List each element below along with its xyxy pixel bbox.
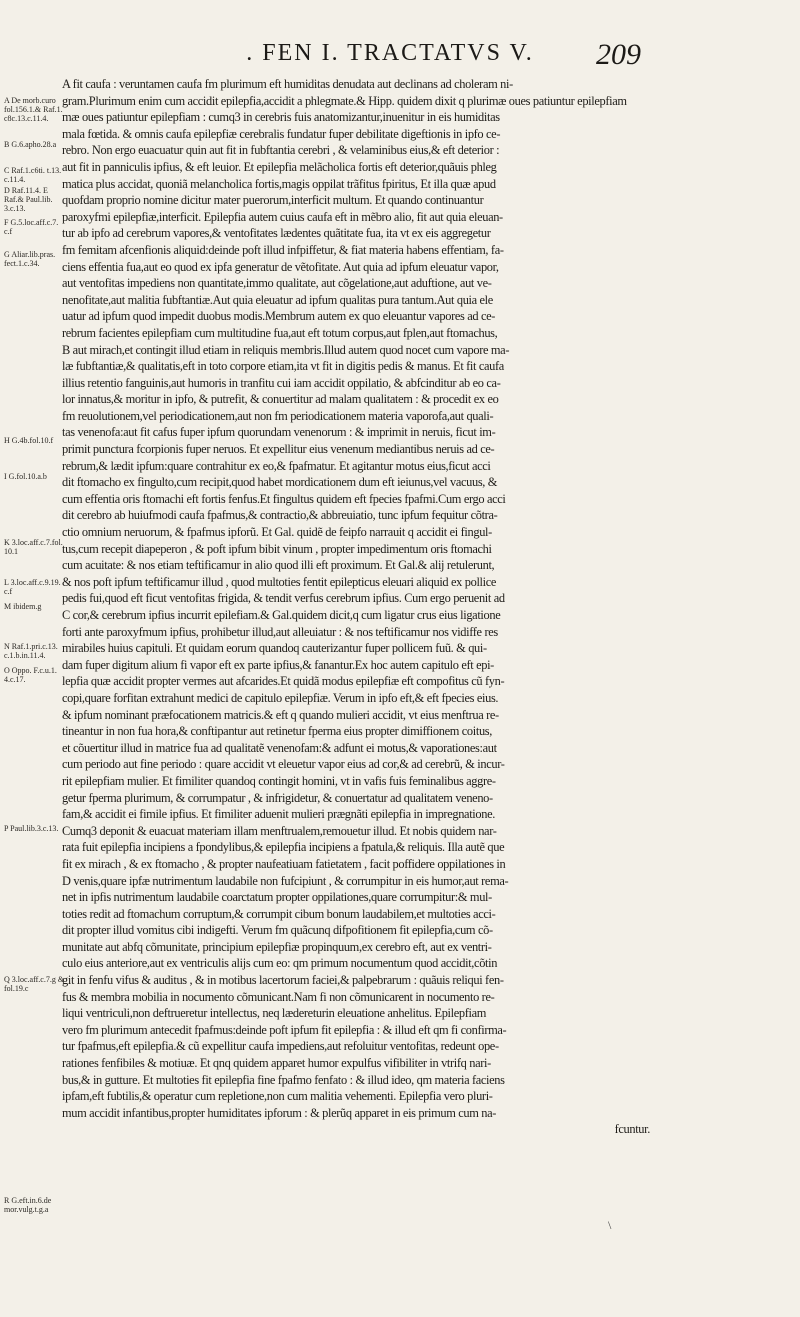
text-line: fit ex mirach , & ex ftomacho , & propter naufeatiuam fatietatem , facit poffidere oppilationes in xyxy=(62,856,506,871)
text-line: fam,& accidit ei fimile ipfius. Et fimiliter aduenit mulieri prægnãti epilepfia in impregnatione. xyxy=(62,807,495,822)
text-line: gram.Plurimum enim cum accidit epilepfia,accidit a phlegmate.& Hipp. quidem dixit q plurimæ oues patiuntur epilepfiam xyxy=(62,93,627,108)
text-line: net in ipfis nutrimentum laudabile coarctatum propter oppilationes,quare corrumpitur:& mul- xyxy=(62,890,492,905)
margin-note: G Aliar.lib.pras. fect.1.c.34. xyxy=(4,250,56,268)
text-line: lor innatus,& moritur in ipfo, & putrefit, & conuertitur ad malam qualitatem : & procedit ex eo xyxy=(62,392,499,407)
text-line: & ipfum nominant præfocationem matricis.& eft q quando mulieri accidit, vt eius menftrua re- xyxy=(62,707,499,722)
text-line: fm femitam afcenfionis aliquid:deinde poft illud infpiffetur, & fiat materia habens effentiam, fa- xyxy=(62,242,504,257)
text-line: Cumq3 deponit & euacuat materiam illam menftrualem,remouetur illud. Et nobis quidem nar- xyxy=(62,823,497,838)
text-line: A fit caufa : veruntamen caufa fm plurimum eft humiditas denudata aut declinans ad choleram ni- xyxy=(62,77,513,91)
text-line: munitate aut abfq cõmunitate, principium epilepfiæ propinquum,ex cerebro eft, aut ex ventri- xyxy=(62,939,492,954)
text-line: lepfia quæ accidit propter vermes aut afcarides.Et quidã modus epilepfiæ eft compofitus cũ fyn- xyxy=(62,674,505,689)
text-line: uatur ad ipfum quod impedit duobus modis.Membrum autem ex quo eleuantur vapores ad ce- xyxy=(62,309,496,324)
text-line: mum accidit infantibus,propter humiditates ipforum : & plerũq apparet in eis primum cum na- xyxy=(62,1105,497,1120)
text-line: copi,quare forfitan extrahunt medici de capitulo epilepfiæ. Verum in ipfo eft,& eft fpecies eius. xyxy=(62,690,499,705)
margin-note: F G.5.loc.aff.c.7. c.f xyxy=(4,218,59,236)
margin-note: L 3.loc.aff.c.9.19. c.f xyxy=(4,578,61,596)
text-line: toties redit ad ftomachum corruptum,& corrumpit cibum bonum laudabilem,et multoties acci- xyxy=(62,906,496,921)
text-line: D venis,quare ipfæ nutrimentum laudabile non fufcipiunt , & corrumpitur in eis humor,aut rema- xyxy=(62,873,509,888)
text-line: tineantur in non fua hora,& conftipantur aut retinetur fperma eius propter dimiffionem coitus, xyxy=(62,724,493,739)
main-text xyxy=(62,76,668,1138)
margin-note: C Raf.1.c6ti. t.13. c.11.4. xyxy=(4,166,62,184)
text-line: ctio omnium neruorum, & fpafmus ipforũ. Et Gal. quidẽ de feipfo narrauit q accidit ei fingul- xyxy=(62,525,492,540)
text-line: aut fit in panniculis ipfius, & eft leuior. Et epilepfia melãcholica fortis eft deterior,quãuis phleg xyxy=(62,159,497,174)
text-line: cum acuitate: & nos etiam teftificamur in alio quod illi eft proximum. Et Gal.& alij retulerunt, xyxy=(62,558,495,573)
text-line: mala fœtida. & omnis caufa epilepfiæ cerebralis fundatur fuper debilitate digeftionis in ipfo ce- xyxy=(62,126,501,141)
text-line: rebrum,& lædit ipfum:quare contrahitur ex eo,& fpafmatur. Et agitantur motus eius,ficut acci xyxy=(62,458,491,473)
text-line: culo eius anteriore,aut ex ventriculis alijs cum eo: qm primum nocumentum quod accidit,cõtin xyxy=(62,956,498,971)
text-line: ciens effentia fua,aut eo quod ex ipfa generatur de vẽtofitate. Aut quia ad ipfum eleuatur vapor, xyxy=(62,259,499,274)
text-line: et cõuertitur illud in matrice fua ad qualitatẽ venenofam:& adfunt ei motus,& vaporationes:aut xyxy=(62,740,497,755)
text-line: cum effentia oris ftomachi eft fortis fenfus.Et fingultus quidem eft fpecies fpafmi.Cum ergo acci xyxy=(62,491,506,506)
text-line: vero fm plurimum antecedit fpafmus:deinde poft ipfum fit epilepfia : & illud eft qm fi confirma- xyxy=(62,1022,507,1037)
text-line: fm reuolutionem,vel periodicationem,aut non fm periodicationem materia vaporofa,aut quali- xyxy=(62,408,494,423)
text-line: forti ante paroxyfmum ipfius, prohibetur illud,aut alleuiatur : & nos teftificamur nos vidiffe res xyxy=(62,624,498,639)
text-line: rit epilepfiam mulier. Et fimiliter quandoq contingit homini, vt in vafis fuis feminalibus aggre- xyxy=(62,773,496,788)
text-line: illius retentio fanguinis,aut humoris in tranfitu cui iam accidit oppilatio, & abfcinditur ab eo ca- xyxy=(62,375,501,390)
text-line: tus,cum recepit diapeperon , & poft ipfum bibit vinum , propter impedimentum oris ftomachi xyxy=(62,541,492,556)
margin-note: H G.4b.fol.10.f xyxy=(4,436,54,445)
text-line: nenofitate,aut malitia fubftantiæ.Aut quia eleuatur ad ipfum qualitas pura tantum.Aut quia ele xyxy=(62,292,493,307)
text-line: rebrum facientes epilepfiam cum multitudine fua,aut eft totum corpus,aut fplen,aut ftomachus, xyxy=(62,325,498,340)
text-line: cum periodo aut fine periodo : quare accidit vt eleuetur vapor eius ad cor,& ad cerebrũ, & incur- xyxy=(62,757,505,772)
text-line: dit cerebro ab huiufmodi caufa fpafmus,& contractio,& abbreuiatio, tunc ipfum fequitur cõtra- xyxy=(62,508,498,523)
text-line: quofdam proprio nomine dicitur mater puerorum,interficit multum. Et quando continuantur xyxy=(62,193,484,208)
text-line: B aut mirach,et contingit illud etiam in reliquis membris.Illud autem quod nocet cum vapore ma- xyxy=(62,342,510,357)
text-line: primit punctura fcorpionis fuper neruos. Et expellitur eius venenum mediantibus neruis ad ce- xyxy=(62,442,495,457)
stray-mark: \ xyxy=(608,1218,612,1232)
margin-note: R G.eft.in.6.de mor.vulg.t.g.a xyxy=(4,1196,52,1214)
margin-note: B G.6.apho.28.a xyxy=(4,140,57,149)
text-line: aut ventofitas impediens non quantitate,immo qualitate, aut cõgelatione,aut aduftione, aut ve- xyxy=(62,276,492,291)
text-line: rebro. Non ergo euacuatur quin aut fit in fubftantia cerebri , & velaminibus eius,& eft deterior : xyxy=(62,143,500,158)
page-number: 209 xyxy=(596,38,641,71)
margin-note: K 3.loc.aff.c.7.fol. 10.1 xyxy=(4,538,63,556)
text-line: dam fuper digitum alium fi vapor eft ex parte ipfius,& fanantur.Ex hoc autem capitulo eft epi- xyxy=(62,657,494,672)
text-line: mæ oues patiuntur epilepfiam : cumq3 in cerebris fuis anatomizantur,inuenitur in eis humiditas xyxy=(62,110,500,125)
text-line: rationes fenfibiles & motiuæ. Et qnq quidem apparet humor expulfus vifibiliter in vtrifq nari- xyxy=(62,1056,491,1071)
margin-note: Q 3.loc.aff.c.7.g & fol.19.c xyxy=(4,975,65,993)
text-line: rata fuit epilepfia incipiens a fpondylibus,& epilepfia incipiens a fpatula,& reliquis. Illa autẽ que xyxy=(62,840,505,855)
text-line: tur fpafmus,eft epilepfia.& cũ expellitur caufa impediens,aut refoluitur ventofitas, redeunt ope- xyxy=(62,1039,499,1054)
margin-note: I G.fol.10.a.b xyxy=(4,472,47,481)
margin-note: N Raf.1.pri.c.13. c.1.b.in.11.4. xyxy=(4,642,58,660)
text-line: & nos poft ipfum teftificamur illud , quod multoties fentit epilepticus eleuari aliquid ex pollice xyxy=(62,574,497,589)
margin-note: M ibidem.g xyxy=(4,602,42,611)
text-line: tur ab ipfo ad cerebrum vapores,& ventofitates lædentes quãtitate fua, ita vt ex eis aggregetur xyxy=(62,226,491,241)
margin-notes xyxy=(4,0,64,1317)
margin-note: A De morb.curo fol.156.1.& Raf.1. c8c.13.c.11.4. xyxy=(4,96,63,123)
text-line: mirabiles huius capituli. Et quidam eorum quandoq cauterizantur fuper pollicem fuũ. & qui- xyxy=(62,641,487,656)
text-line: C cor,& cerebrum ipfius incurrit epilefiam.& Gal.quidem dicit,q cum ligatur crus eius ligatione xyxy=(62,608,501,622)
text-line: git in fenfu vifus & auditus , & in motibus lacertorum faciei,& palpebrarum : quãuis reliqui fen- xyxy=(62,973,504,988)
text-line: læ fubftantiæ,& qualitatis,eft in toto corpore etiam,ita vt fit in digitis pedis & manus. Et fit caufa xyxy=(62,359,504,374)
text-line: dit ftomacho ex fingulto,cum recipit,quod habet mordicationem dum eft ieiunus,vel vacuus, & xyxy=(62,475,498,490)
text-line: tas venenofa:aut fit cafus fuper ipfum quorundam venenorum : & imprimit in neruis, ficut im- xyxy=(62,425,496,440)
text-line: fcuntur. xyxy=(614,1122,650,1137)
text-line: dit propter illud vomitus cibi indigefti. Verum fm quãcunq difpofitionem fit epilepfia,cum cõ- xyxy=(62,923,493,938)
text-line: fus & membra mobilia in nocumento cõmunicant.Nam fi non cõmunicarent in nocumento re- xyxy=(62,989,495,1004)
running-head: . FEN I. TRACTATVS V. xyxy=(246,40,534,66)
text-line: liqui ventriculi,non deftrueretur intellectus, neq lædereturin eleuatione anhelitus. Epilepfiam xyxy=(62,1006,487,1021)
margin-note: O Oppo. F.c.u.1. 4.c.17. xyxy=(4,666,57,684)
text-line: paroxyfmi epilepfiæ,interficit. Epilepfia autem cuius caufa eft in mẽbro alio, fit aut quia eleuan- xyxy=(62,209,503,224)
text-line: bus,& in gutture. Et multoties fit epilepfia fine fpafmo fenfato : & illud ideo, qm materia faciens xyxy=(62,1072,505,1087)
margin-note: D Raf.11.4. E Raf.& Paul.lib. 3.c.13. xyxy=(4,186,53,213)
margin-note: P Paul.lib.3.c.13. xyxy=(4,824,59,833)
text-line: getur fperma plurimum, & corrumpatur , & infrigidetur, & conuertatur ad qualitatem veneno- xyxy=(62,790,493,805)
text-line: ipfam,eft fubtilis,& operatur cum repletione,non cum malitia vehementi. Epilepfia vero pluri- xyxy=(62,1089,493,1104)
text-line: pedis fui,quod eft ficut ventofitas frigida, & tendit verfus cerebrum ipfius. Cum ergo peruenit ad xyxy=(62,591,505,606)
text-line: matica plus accidat, quoniã melancholica fortis,magis oppilat trãfitus fpiritus, Et illa quæ apud xyxy=(62,176,496,191)
